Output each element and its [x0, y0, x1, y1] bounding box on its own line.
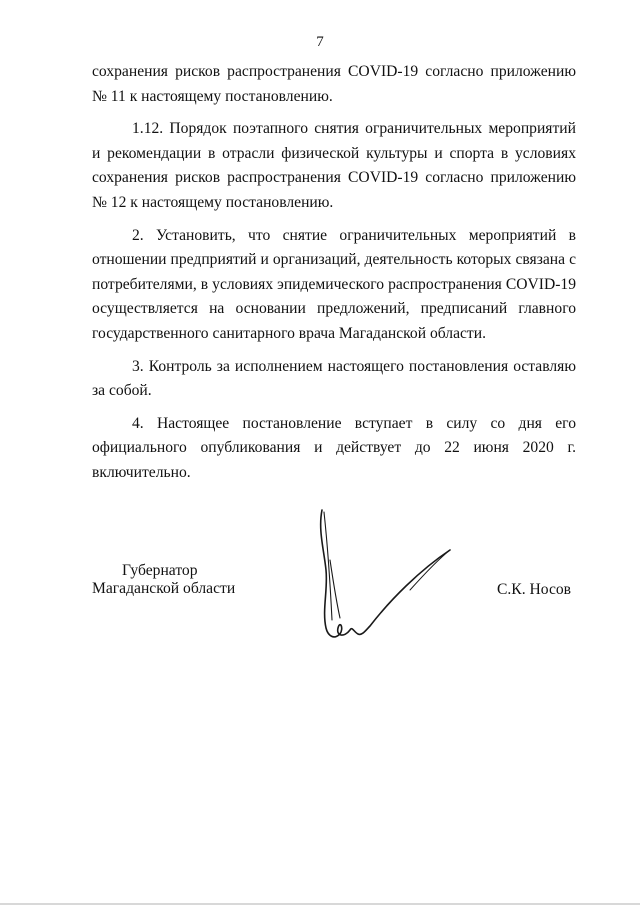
- signatory-position: Губернатор: [122, 562, 198, 579]
- document-body: [92, 60, 576, 494]
- signatory-region: Магаданской области: [92, 580, 236, 597]
- paragraph-2: 2. Установить, что снятие ограничительных мероприятий в отношении предприятий и организаций, деятельность которых связана с потребителями, в условиях эпидемического распространения COVID-19 осуществляется на основании предложений, предписаний главного государственного санитарного врача Магаданской области.: [92, 226, 576, 342]
- page-number: 7: [316, 34, 324, 50]
- handwritten-signature: [300, 500, 470, 660]
- paragraph-1-12: 1.12. Порядок поэтапного снятия ограничительных мероприятий и рекомендации в отрасли физической культуры и спорта в условиях сохранения рисков распространения COVID-19 согласно приложению № 12 к настоящему постановлению.: [92, 120, 576, 211]
- signer-name: С.К. Носов: [497, 581, 572, 598]
- paragraph-continuation: сохранения рисков распространения COVID-19 согласно приложению № 11 к настоящему постановлению.: [92, 63, 576, 105]
- signatory-title: [92, 562, 235, 598]
- paragraph-4: 4. Настоящее постановление вступает в силу со дня его официального опубликования и действует до 22 июня 2020 г. включительно.: [92, 414, 576, 481]
- paragraph-3: 3. Контроль за исполнением настоящего постановления оставляю за собой.: [92, 357, 576, 400]
